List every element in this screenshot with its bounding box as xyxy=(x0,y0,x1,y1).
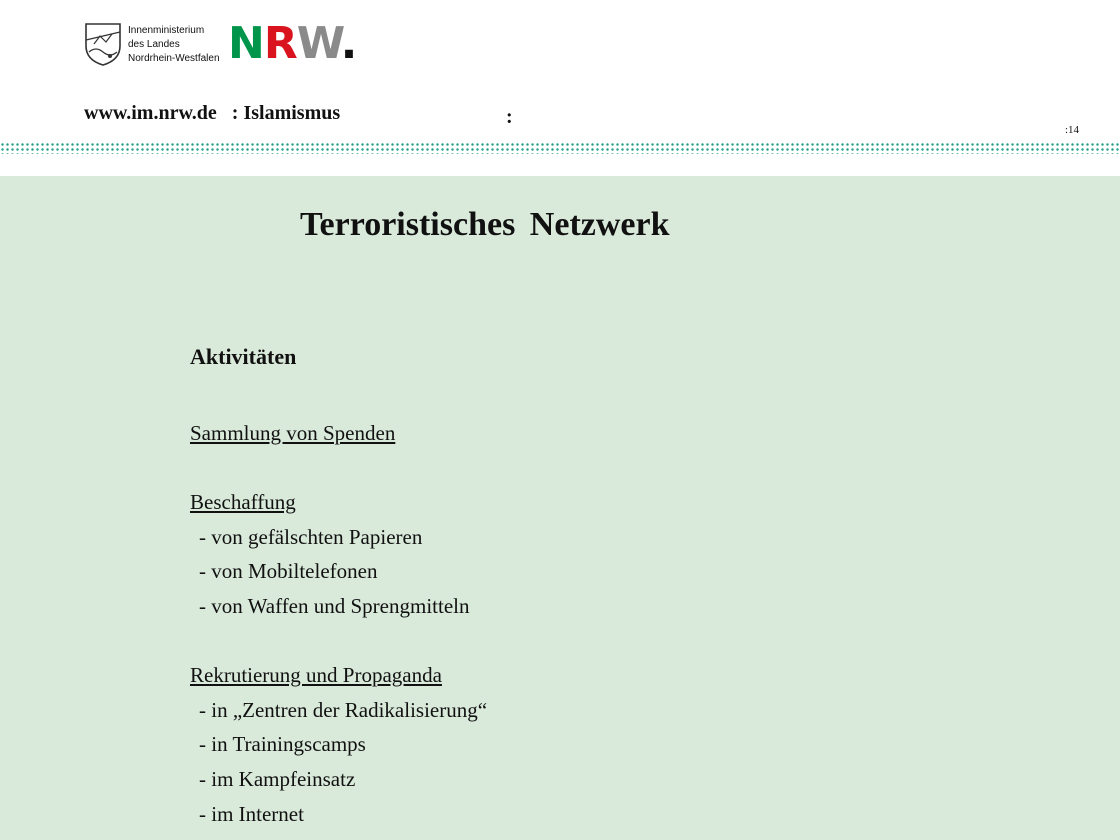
group-heading-beschaffung: Beschaffung xyxy=(190,490,296,515)
ministry-line-3: Nordrhein-Westfalen xyxy=(128,53,220,64)
dotted-divider xyxy=(0,142,1120,154)
list-item: - in Trainingscamps xyxy=(199,732,366,757)
slide-content xyxy=(0,176,1120,840)
page-header xyxy=(0,0,1120,176)
spacer xyxy=(190,451,487,486)
slide-title: Terroristisches Netzwerk xyxy=(300,206,670,243)
page-number: :14 xyxy=(1065,124,1080,136)
list-item: - im Internet xyxy=(199,801,304,826)
nrw-logo-text xyxy=(228,18,357,69)
ministry-name xyxy=(128,24,220,66)
activity-list xyxy=(190,416,487,831)
list-item: - von Mobiltelefonen xyxy=(199,559,378,584)
list-item: - in „Zentren der Radikalisierung“ xyxy=(199,697,488,722)
list-item: - von Waffen und Sprengmitteln xyxy=(199,593,470,618)
list-item: - im Kampfeinsatz xyxy=(199,766,356,791)
header-colon: : xyxy=(506,106,513,128)
nrw-letter-dot: . xyxy=(340,18,357,69)
ministry-line-2: des Landes xyxy=(128,39,180,50)
nrw-letter-n: N xyxy=(228,18,264,69)
nrw-letter-w: W xyxy=(296,18,341,69)
spacer xyxy=(190,624,487,659)
group-heading-rekrutierung: Rekrutierung und Propaganda xyxy=(190,663,442,688)
nrw-letter-r: R xyxy=(263,18,297,69)
list-item: - von gefälschten Papieren xyxy=(199,524,423,549)
group-heading-spenden: Sammlung von Spenden xyxy=(190,421,396,445)
site-url-topic: www.im.nrw.de : Islamismus xyxy=(84,102,341,124)
section-title: Aktivitäten xyxy=(190,344,297,369)
nrw-crest-icon xyxy=(84,22,122,66)
ministry-line-1: Innenministerium xyxy=(128,25,205,36)
